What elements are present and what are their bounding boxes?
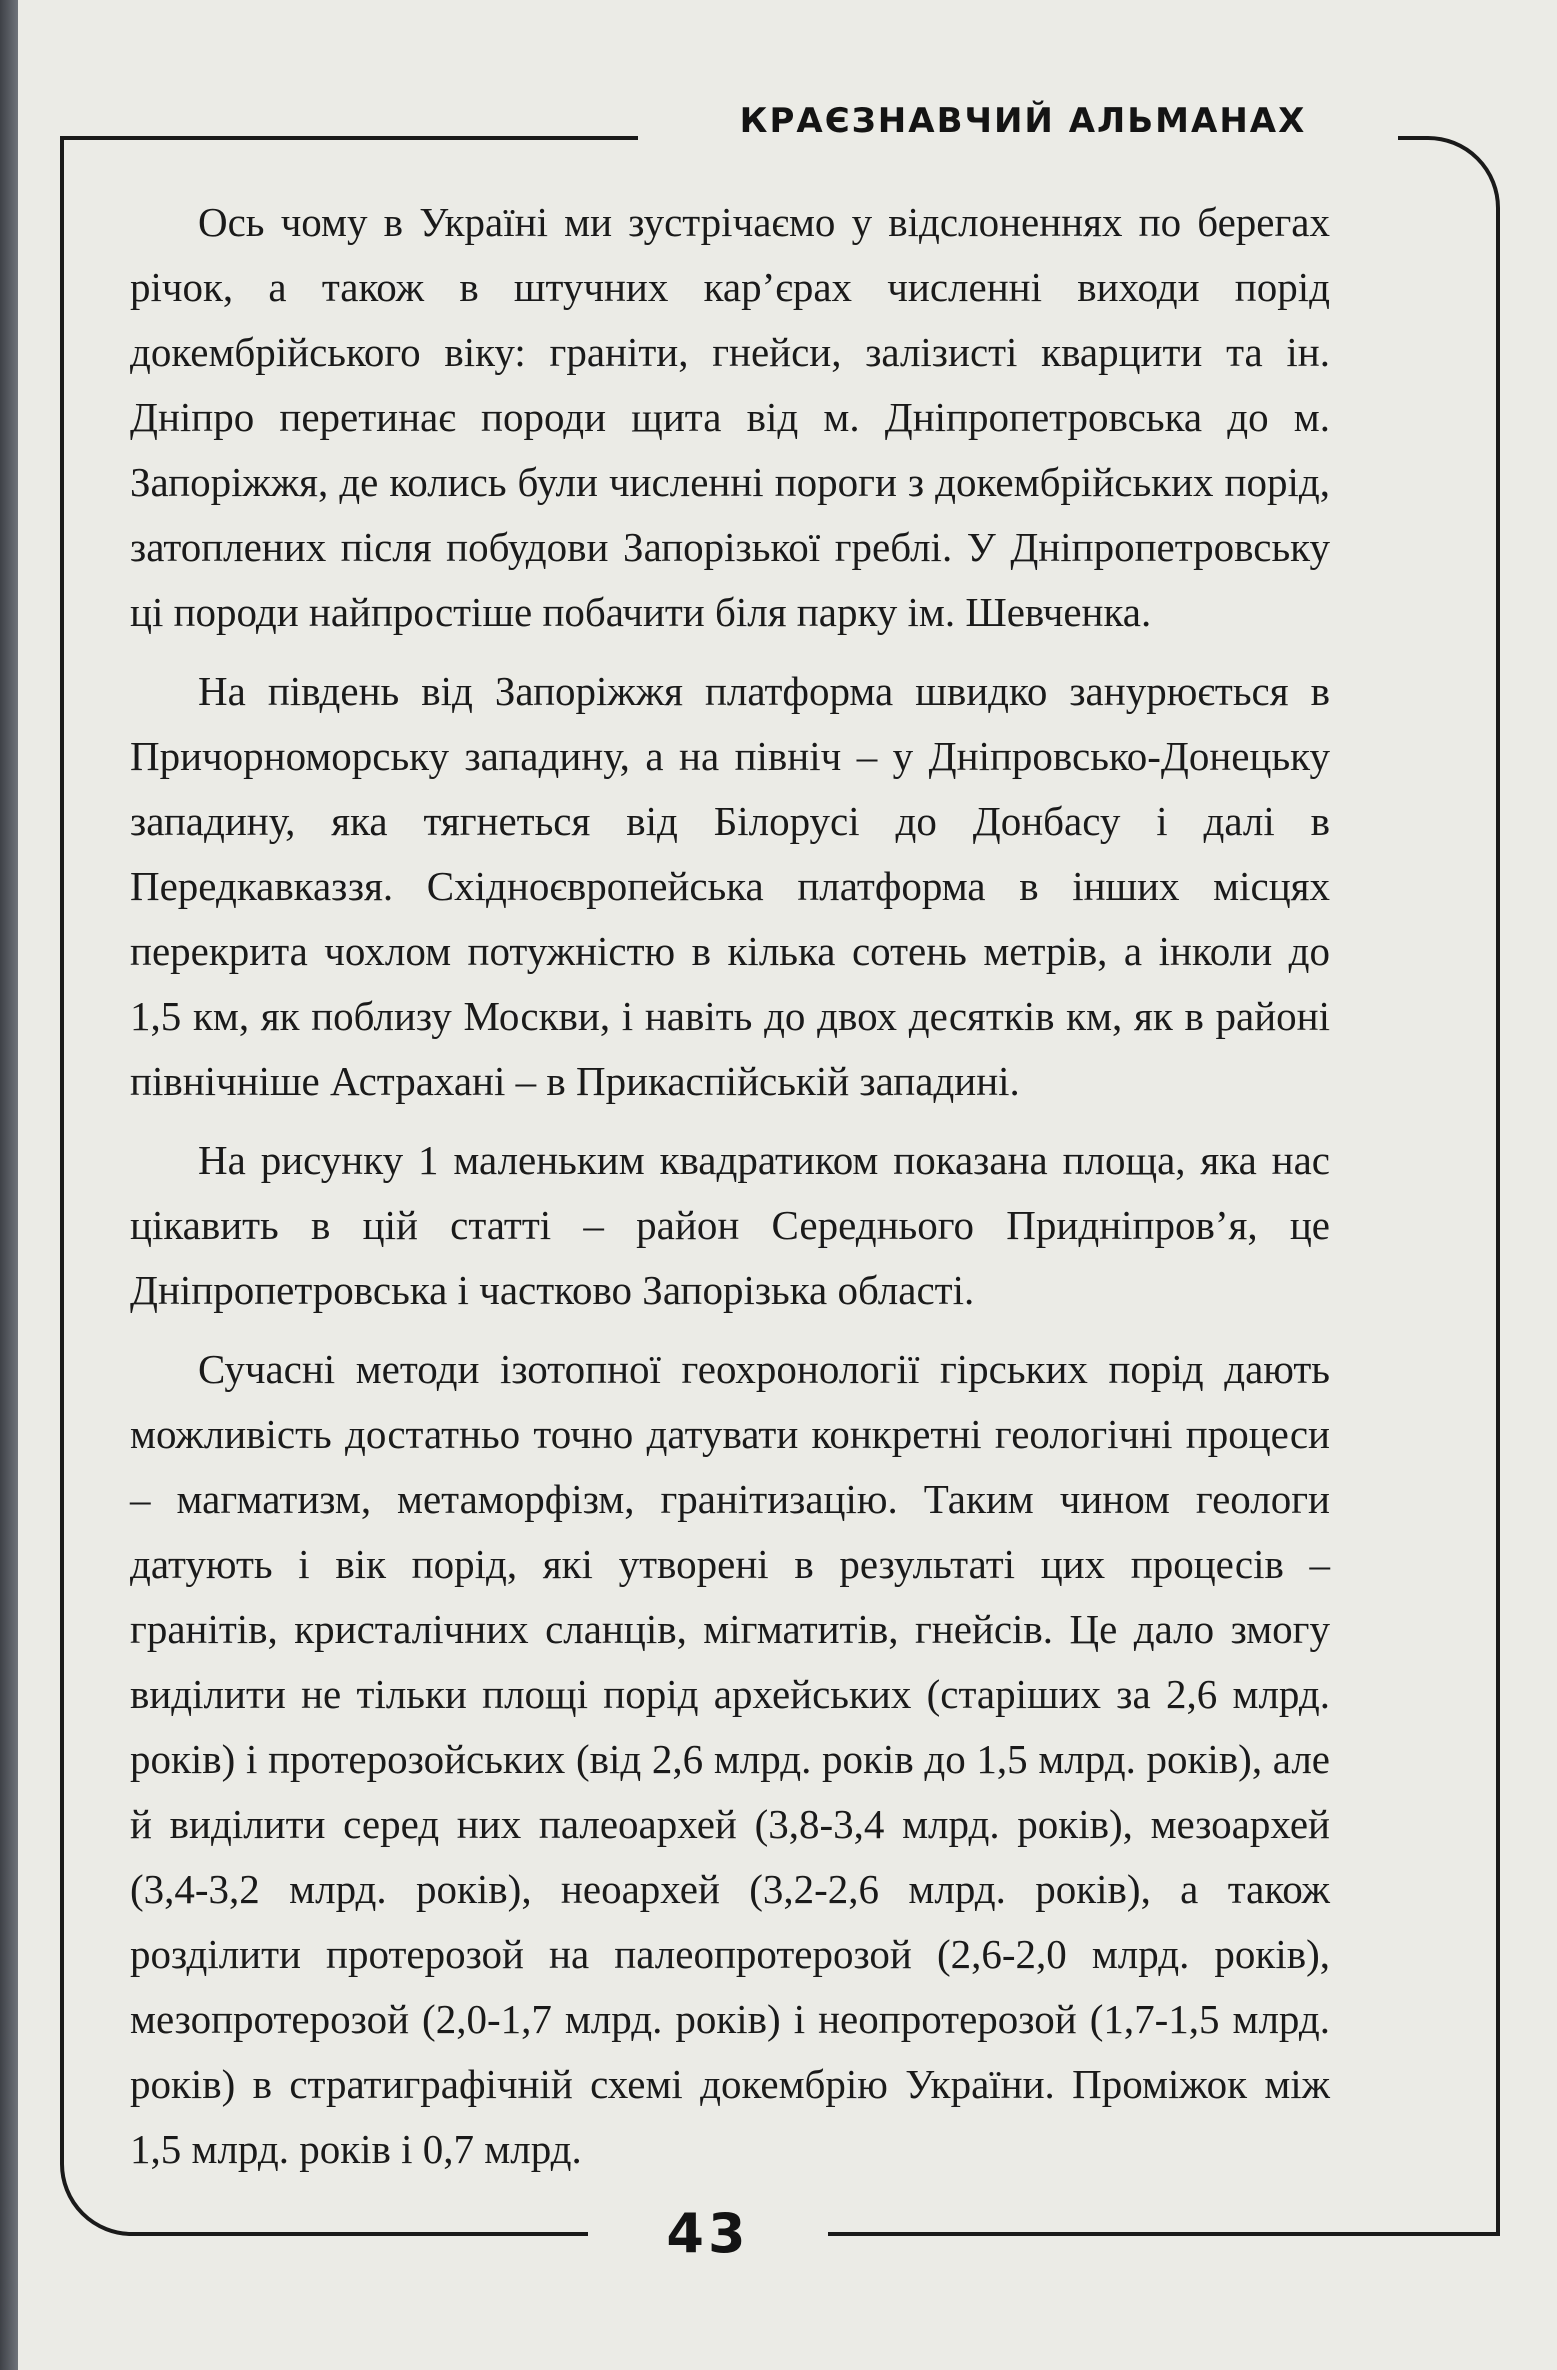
paragraph: На південь від Запоріжжя платформа швидко занурюється в Причорноморську западину, а на північ – у Дніпровсько-Донецьку западину, яка тягнеться від Білорусі до Донбасу і далі в Передкавказзя. Східноєвропейська платформа в інших місцях перекрита чохлом потужністю в кілька сотень метрів, а інколи до 1,5 км, як поблизу Москви, і навіть до двох десятків км, як в районі північніше Астрахані – в Прикаспійській западині.: [130, 668, 1330, 1104]
book-spine-shadow: [0, 0, 18, 2370]
paragraph: Ось чому в Україні ми зустрічаємо у відслоненнях по берегах річок, а також в штучних кар’єрах численні виходи порід докембрійського віку: граніти, гнейси, залізисті кварцити та ін. Дніпро перетинає породи щита від м. Дніпропетровська до м. Запоріжжя, де колись були численні пороги з докембрійських порід, затоплених після побудови Запорізької греблі. У Дніпропетровську ці породи найпростіше побачити біля парку ім. Шевченка.: [130, 199, 1330, 635]
paragraph: Сучасні методи ізотопної геохронології гірських порід дають можливість достатньо точно датувати конкретні геологічні процеси – магматизм, метаморфізм, гранітизацію. Таким чином геологи датують і вік порід, які утворені в результаті цих процесів – гранітів, кристалічних сланців, мігматитів, гнейсів. Це дало змогу виділити не тільки площі порід архейських (старіших за 2,6 млрд. років) і протерозойських (від 2,6 млрд. років до 1,5 млрд. років), але й виділити серед них палеоархей (3,8-3,4 млрд. років), мезоархей (3,4-3,2 млрд. років), неоархей (3,2-2,6 млрд. років), а також розділити протерозой на палеопротерозой (2,6-2,0 млрд. років), мезопротерозой (2,0-1,7 млрд. років) і неопротерозой (1,7-1,5 млрд. років) в стратиграфічній схемі докембрію України. Проміжок між 1,5 млрд. років і 0,7 млрд.: [130, 1346, 1330, 2172]
body-text: [130, 190, 1330, 2196]
page-number: 43: [666, 2202, 750, 2265]
paragraph: На рисунку 1 маленьким квадратиком показана площа, яка нас цікавить в цій статті – район Середнього Придніпров’я, це Дніпропетровська і частково Запорізька області.: [130, 1137, 1330, 1313]
running-head: КРАЄЗНАВЧИЙ АЛЬМАНАХ: [739, 101, 1307, 141]
book-page: [18, 0, 1557, 2370]
